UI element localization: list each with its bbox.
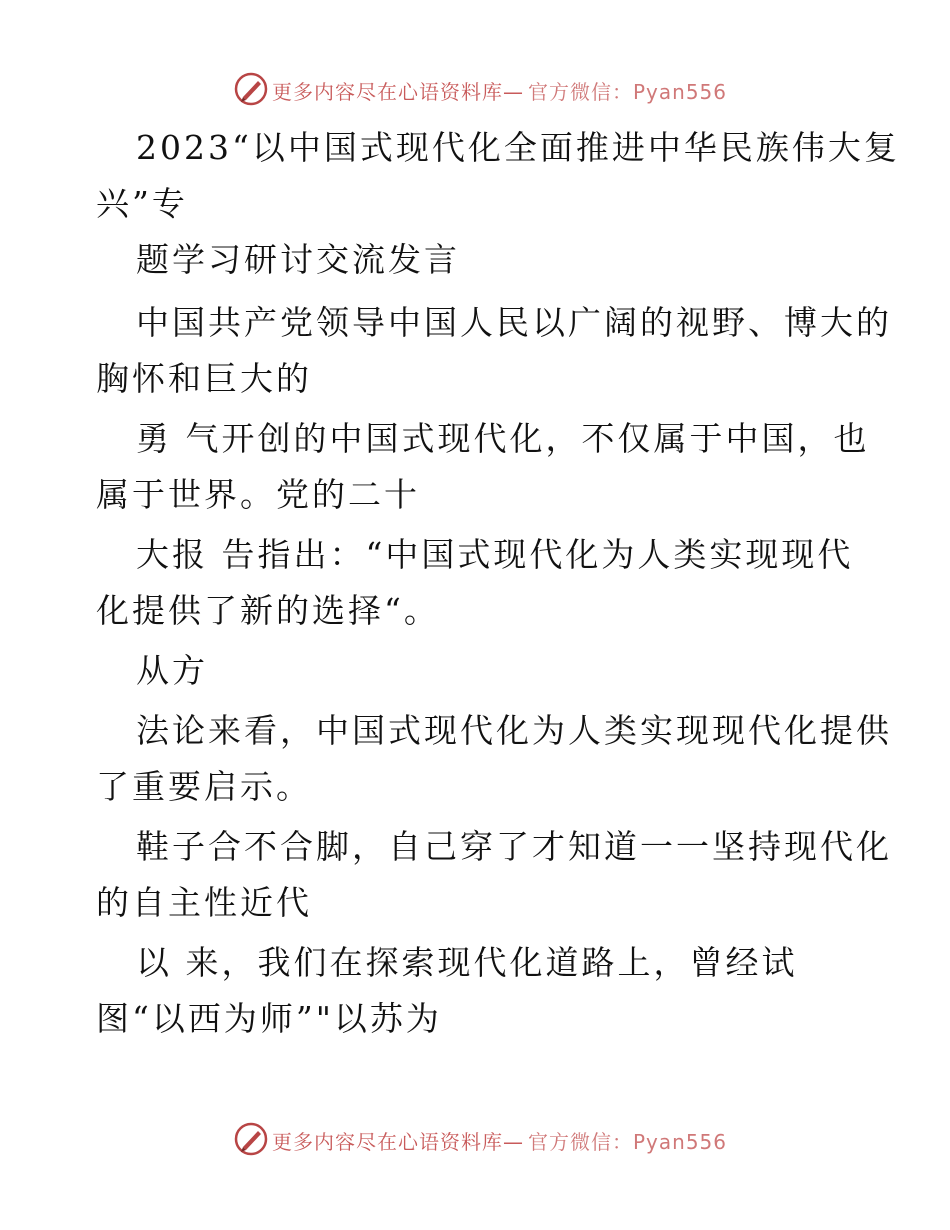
- doc-line: 勇 气开创的中国式现代化，不仅属于中国，也: [136, 419, 870, 458]
- doc-line: 大报 告指出：“中国式现代化为人类实现现代: [136, 535, 854, 574]
- doc-line: 胸怀和巨大的: [96, 359, 312, 398]
- banner-wechat-text: 官方微信：Pyan556: [528, 1130, 728, 1154]
- banner-text: [272, 1126, 727, 1155]
- doc-line: 法论来看，中国式现代化为人类实现现代化提供: [136, 711, 892, 750]
- pen-logo-icon: [234, 1122, 268, 1156]
- doc-line: 从方: [136, 651, 208, 690]
- banner-wechat-text: 官方微信：Pyan556: [528, 80, 728, 104]
- pen-logo-icon: [234, 72, 268, 106]
- doc-line: 兴”专: [96, 184, 188, 223]
- banner-text: [272, 76, 727, 105]
- doc-line: 属于世界。党的二十: [96, 475, 420, 514]
- footer-banner: [0, 1120, 950, 1160]
- doc-line: 鞋子合不合脚，自己穿了才知道一一坚持现代化: [136, 827, 892, 866]
- doc-line: 题学习研讨交流发言: [136, 240, 460, 279]
- doc-line: 了重要启示。: [96, 767, 312, 806]
- doc-line: 图“以西为师”"以苏为: [96, 999, 442, 1038]
- doc-line: 2023“以中国式现代化全面推进中华民族伟大复: [136, 128, 900, 167]
- doc-line: 中国共产党领导中国人民以广阔的视野、博大的: [136, 303, 892, 342]
- banner-site-text: 更多内容尽在心语资料库—: [272, 80, 524, 104]
- doc-line: 的自主性近代: [96, 883, 312, 922]
- doc-line: 以 来，我们在探索现代化道路上，曾经试: [136, 943, 798, 982]
- doc-line: 化提供了新的选择“。: [96, 591, 440, 630]
- header-banner: [0, 70, 950, 110]
- banner-site-text: 更多内容尽在心语资料库—: [272, 1130, 524, 1154]
